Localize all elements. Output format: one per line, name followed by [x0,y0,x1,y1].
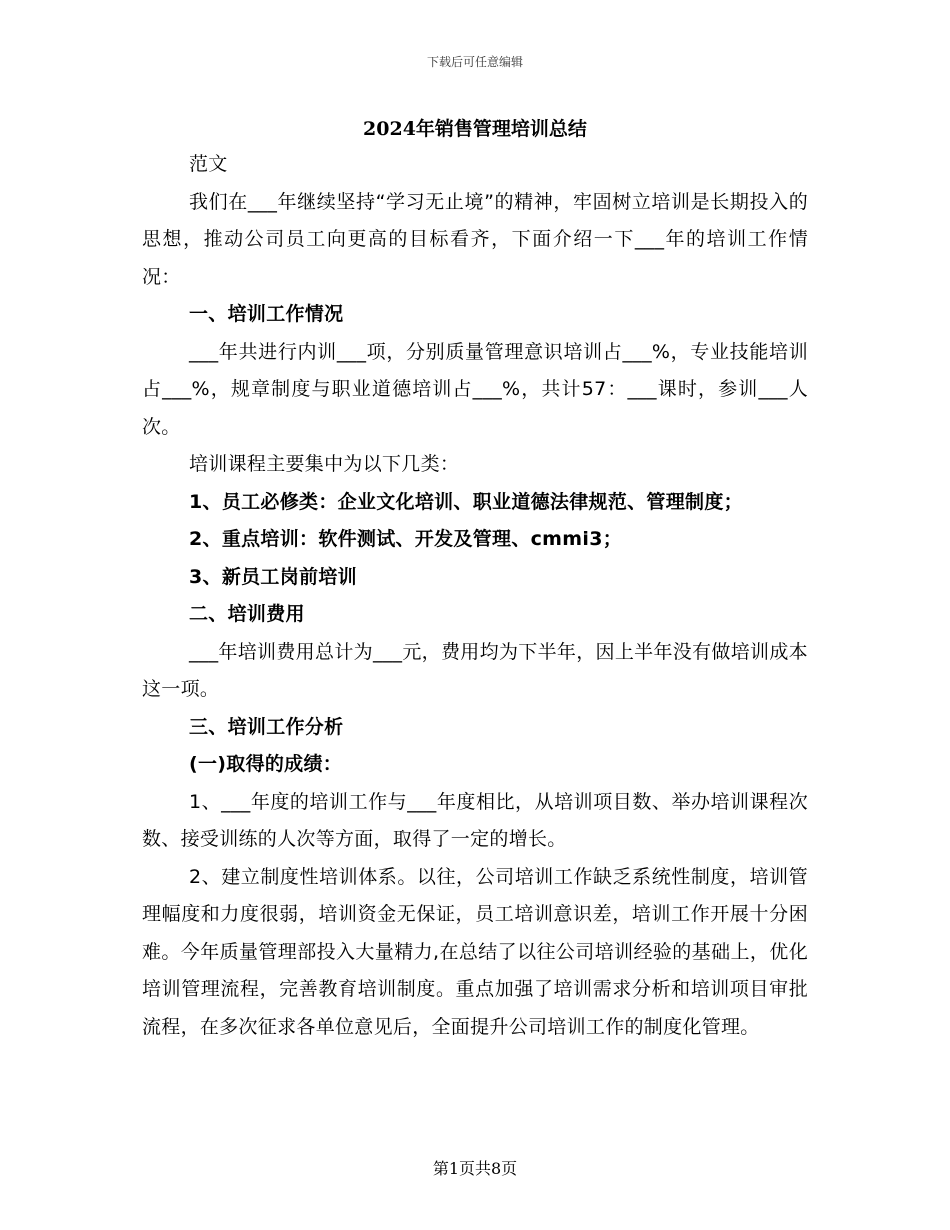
list-item-new-employee: 3、新员工岗前培训 [189,565,357,588]
paragraph-training-cost: ___年培训费用总计为___元，费用均为下半年，因上半年没有做培训成本这一项。 [142,640,808,700]
page-header-note: 下载后可任意编辑 [426,55,523,69]
document-body [142,146,808,1046]
list-item-key-training: 2、重点培训：软件测试、开发及管理、cmmi3； [189,528,623,550]
section-heading-1: 一、培训工作情况 [189,303,344,325]
paragraph-course-categories: 培训课程主要集中为以下几类： [189,453,460,475]
paragraph-training-stats: ___年共进行内训___项，分别质量管理意识培训占___%，专业技能培训占___%，规章制度与职业道德培训占___%，共计57：___课时，参训___人次。 [142,340,808,438]
document-title: 2024年销售管理培训总结 [363,118,587,140]
list-item-required-courses: 1、员工必修类：企业文化培训、职业道德法律规范、管理制度； [189,490,743,513]
paragraph-achievement-1: 1、___年度的培训工作与___年度相比，从培训项目数、举办培训课程次数、接受训练的人次等方面，取得了一定的增长。 [142,790,808,850]
subsection-heading-achievements: (一)取得的成绩： [189,753,343,775]
paragraph-achievement-2: 2、建立制度性培训体系。以往，公司培训工作缺乏系统性制度，培训管理幅度和力度很弱，培训资金无保证，员工培训意识差，培训工作开展十分困难。今年质量管理部投入大量精力,在总结了以往公司培训经验的基础上，优化培训管理流程，完善教育培训制度。重点加强了培训需求分析和培训项目审批流程，在多次征求各单位意见后，全面提升公司培训工作的制度化管理。 [142,865,808,1038]
paragraph-sample-label: 范文 [189,153,228,175]
section-heading-3: 三、培训工作分析 [189,715,344,738]
section-heading-2: 二、培训费用 [189,603,305,625]
page-number: 第1页共8页 [432,1159,518,1178]
paragraph-intro: 我们在___年继续坚持“学习无止境”的精神，牢固树立培训是长期投入的思想，推动公司员工向更高的目标看齐，下面介绍一下___年的培训工作情况： [142,190,808,288]
